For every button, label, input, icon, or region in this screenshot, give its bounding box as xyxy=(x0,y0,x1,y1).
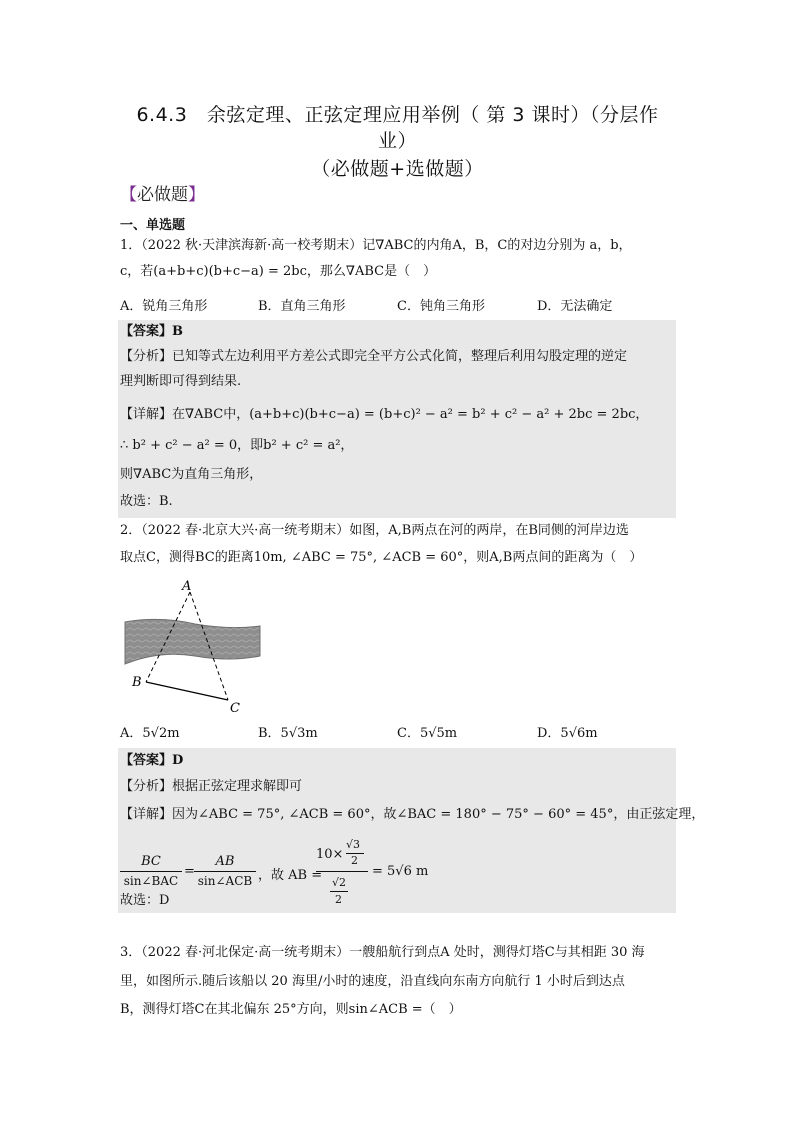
point-label-c: C xyxy=(230,701,240,716)
q1-stem-line-1: 1．（2022 秋·天津滨海新·高一校考期末）记∇ABC的内角A，B，C的对边分别为 a，b， xyxy=(120,238,632,253)
frac-left-denominator: sin∠BAC xyxy=(123,874,179,888)
segment-bc xyxy=(146,682,228,700)
q2-stem-line-1: 2．（2022 春·北京大兴·高一统考期末）如图，A,B两点在河的两岸，在B同侧的河岸边选 xyxy=(120,523,629,538)
frac-right-bar xyxy=(194,871,256,872)
point-label-b: B xyxy=(132,675,142,690)
q2-answer: 【答案】D xyxy=(120,753,184,768)
q2-detail-line-1: 【详解】因为∠ABC = 75°, ∠ACB = 60°，故∠BAC = 180° − 75° − 60° = 45°，由正弦定理， xyxy=(120,807,705,822)
sqrt2-numerator: √2 xyxy=(332,876,347,889)
sqrt3-denominator: 2 xyxy=(351,854,358,867)
tag-open-bracket: 【 xyxy=(120,185,137,205)
q1-analysis-line-2: 理判断即可得到结果. xyxy=(120,374,242,389)
q1-detail-line-2: ∴ b² + c² − a² = 0，即b² + c² = a²， xyxy=(120,438,354,453)
tag-text: 必做题 xyxy=(137,185,188,205)
q3-stem-line-1: 3．（2022 春·河北保定·高一统考期末）一艘船航行到点A 处时，测得灯塔C与其相距 30 海 xyxy=(120,945,645,960)
river-band xyxy=(125,619,260,664)
frac-right-denominator: sin∠ACB xyxy=(197,874,253,888)
q1-option-a: A．锐角三角形 xyxy=(120,299,208,314)
big-fraction-bar xyxy=(316,871,368,872)
q3-stem-line-3: B，测得灯塔C在其北偏东 25°方向，则sin∠ACB =（ ） xyxy=(120,1002,462,1017)
q2-analysis: 【分析】根据正弦定理求解即可 xyxy=(120,779,303,794)
frac-left-numerator: BC xyxy=(141,854,161,869)
q2-option-a: A．5√2m xyxy=(120,726,180,741)
section-heading: 一、单选题 xyxy=(120,218,186,233)
title-line-3: （必做题+选做题） xyxy=(311,158,484,180)
big-numerator-ten: 10× xyxy=(316,847,344,862)
q2-choice: 故选：D xyxy=(120,893,170,908)
q1-option-b: B．直角三角形 xyxy=(258,299,346,314)
equals-sign: = xyxy=(184,864,195,879)
frac-right-numerator: AB xyxy=(215,854,235,869)
tag-close-bracket: 】 xyxy=(188,185,205,205)
q1-choice: 故选：B. xyxy=(120,494,173,509)
q2-option-b: B．5√3m xyxy=(258,726,318,741)
q1-analysis-line-1: 【分析】已知等式左边利用平方差公式即完全平方公式化简，整理后利用勾股定理的逆定 xyxy=(120,349,628,364)
q2-stem-line-2: 取点C，测得BC的距离10m, ∠ABC = 75°, ∠ACB = 60°，则A,B两点间的距离为（ ） xyxy=(120,550,643,565)
section-tag xyxy=(120,180,205,205)
title-line-2: 业） xyxy=(377,130,417,152)
q2-river-figure xyxy=(120,578,270,718)
q1-answer: 【答案】B xyxy=(120,324,183,339)
q1-stem-line-2: c，若(a+b+c)(b+c−a) = 2bc，那么∇ABC是（ ） xyxy=(120,264,437,279)
q1-detail-line-1: 【详解】在∇ABC中，(a+b+c)(b+c−a) = (b+c)² − a² = b² + c² − a² + 2bc = 2bc， xyxy=(120,407,649,422)
result-value: = 5√6 m xyxy=(372,864,429,879)
title-line-1: 6.4.3 余弦定理、正弦定理应用举例（ 第 3 课时）（分层作 xyxy=(136,104,659,126)
sqrt2-denominator: 2 xyxy=(335,893,342,906)
q1-option-c: C．钝角三角形 xyxy=(397,299,485,314)
q2-option-c: C．5√5m xyxy=(397,726,458,741)
sqrt3-numerator: √3 xyxy=(346,838,361,851)
q2-option-d: D．5√6m xyxy=(537,726,598,741)
q3-stem-line-2: 里，如图所示.随后该船以 20 海里/小时的速度，沿直线向东南方向航行 1 小时后到达点 xyxy=(120,974,625,989)
frac-left-bar xyxy=(120,871,182,872)
q1-option-d: D．无法确定 xyxy=(537,299,613,314)
so-ab-label: ，故 AB = xyxy=(258,868,323,883)
point-label-a: A xyxy=(182,579,192,594)
q1-detail-line-3: 则∇ABC为直角三角形， xyxy=(120,467,263,482)
